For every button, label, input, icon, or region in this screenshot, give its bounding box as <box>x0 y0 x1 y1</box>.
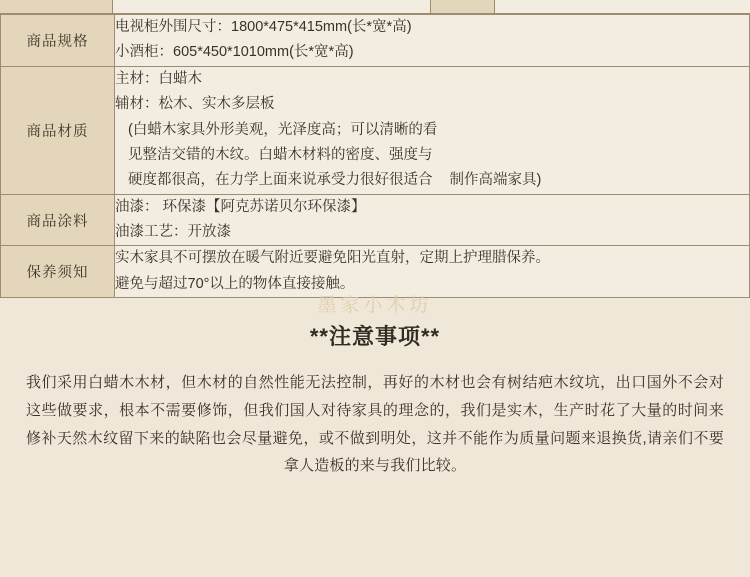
material-line: 见整洁交错的木纹。白蜡木材料的密度、强度与 <box>128 146 433 163</box>
spec-line: 电视柜外围尺寸：1800*475*415mm(长*宽*高) <box>115 19 412 35</box>
table-top-partial-row <box>0 0 750 14</box>
spec-line: 小酒柜：605*450*1010mm(长*宽*高) <box>115 44 354 61</box>
row-value-specification <box>115 15 750 67</box>
notice-body: 我们采用白蜡木木材，但木材的自然性能无法控制，再好的木材也会有树结疤木纹坑，出口国外不会对这些做要求，根本不需要修饰，但我们国人对待家具的理念的，我们是实木，生产时花了大量的时间来修补天然木纹留下来的缺陷也会尽量避免，或不做到明处，这并不能作为质量问题来退换货,请亲们不要拿人造板的来与我们比较。 <box>26 374 724 475</box>
coating-line: 油漆工艺：开放漆 <box>115 224 231 240</box>
row-label-maintenance: 保养须知 <box>1 246 115 298</box>
row-label-specification: 商品规格 <box>1 15 115 67</box>
row-label-material: 商品材质 <box>1 66 115 194</box>
material-line: 硬度都很高，在力学上面来说承受力很好很适合 <box>128 172 433 189</box>
row-value-material <box>115 66 750 194</box>
material-line: 辅材：松木、实木多层板 <box>115 96 275 113</box>
maintenance-line: 避免与超过70°以上的物体直接接触。 <box>115 275 355 292</box>
row-label-coating: 商品涂料 <box>1 194 115 246</box>
table-row <box>1 66 750 194</box>
table-row <box>1 15 750 67</box>
table-row <box>1 246 750 298</box>
row-value-coating <box>115 194 750 246</box>
notice-title: **注意事项** <box>309 324 441 350</box>
row-value-maintenance <box>115 246 750 298</box>
top-strip-cell-1 <box>0 0 113 13</box>
top-strip-cell-3 <box>431 0 495 13</box>
top-strip-cell-2 <box>113 0 431 13</box>
specification-table <box>0 14 750 298</box>
table-row <box>1 194 750 246</box>
maintenance-line: 实木家具不可摆放在暖气附近要避免阳光直射，定期上护理腊保养。 <box>115 250 550 267</box>
material-line: (白蜡木家具外形美观，光泽度高；可以清晰的看 <box>128 121 438 138</box>
notice-section <box>0 295 750 490</box>
material-line: 主材：白蜡木 <box>115 70 202 87</box>
watermark-text: 墨家小木坊 <box>317 295 433 317</box>
coating-line: 油漆： 环保漆【阿克苏诺贝尔环保漆】 <box>115 198 366 215</box>
material-line: 制作高端家具) <box>449 172 542 189</box>
top-strip-cell-4 <box>495 0 750 13</box>
